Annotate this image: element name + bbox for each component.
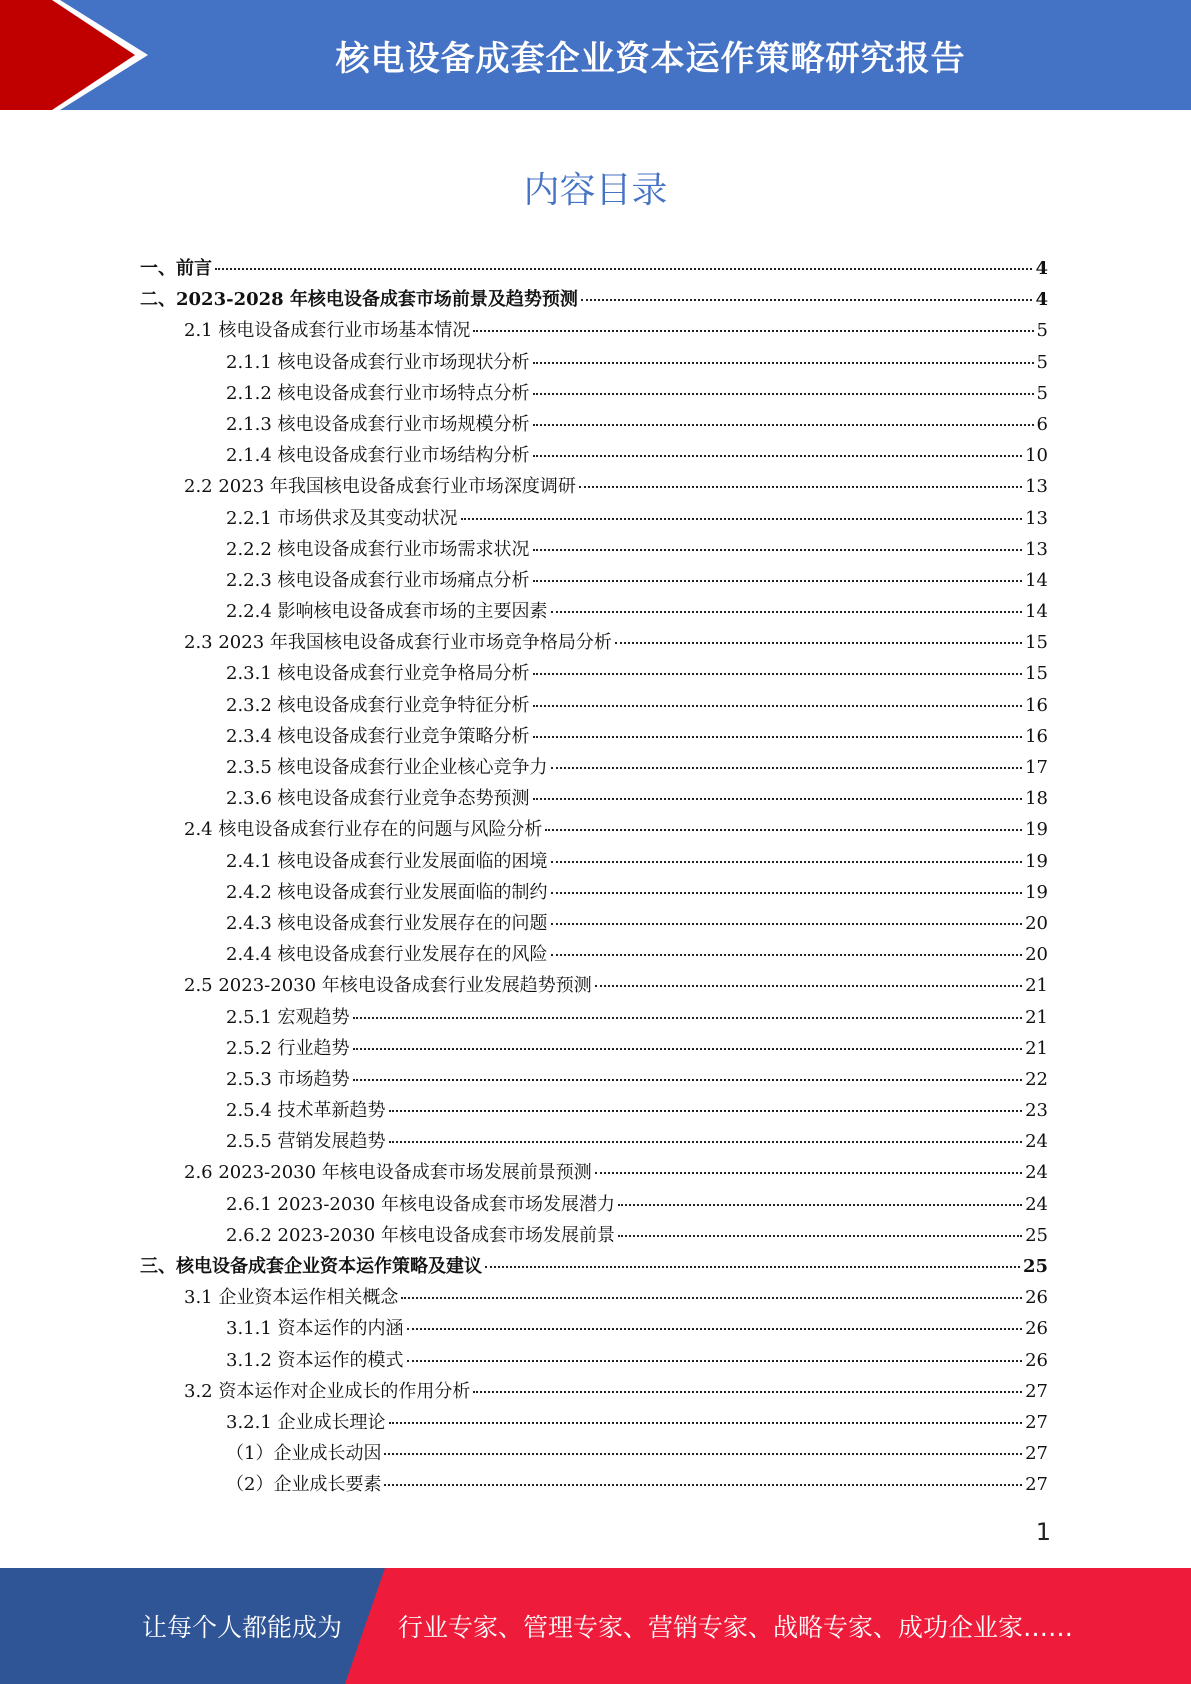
toc-entry[interactable]	[140, 691, 1048, 722]
toc-entry-label: 2.3.2 核电设备成套行业竞争特征分析	[226, 694, 530, 716]
toc-entry-page: 27	[1025, 1411, 1048, 1433]
toc-entry-page: 21	[1025, 975, 1048, 997]
toc-entry-label: 2.2 2023 年我国核电设备成套行业市场深度调研	[184, 476, 576, 498]
toc-dot-leader	[384, 1453, 1022, 1455]
toc-dot-leader	[407, 1328, 1023, 1330]
toc-entry[interactable]	[140, 909, 1048, 940]
toc-dot-leader	[533, 736, 1023, 738]
toc-entry-page: 5	[1036, 320, 1048, 342]
toc-entry[interactable]	[140, 379, 1048, 410]
toc-entry-page: 19	[1025, 850, 1048, 872]
toc-dot-leader	[353, 1048, 1023, 1050]
toc-entry-page: 21	[1025, 1006, 1048, 1028]
toc-entry-page: 21	[1025, 1037, 1048, 1059]
toc-entry-label: 2.6.1 2023-2030 年核电设备成套市场发展潜力	[226, 1193, 615, 1215]
toc-entry-label: 2.1.3 核电设备成套行业市场规模分析	[226, 413, 530, 435]
toc-entry-page: 25	[1025, 1224, 1048, 1246]
toc-dot-leader	[401, 1297, 1022, 1299]
toc-dot-leader	[551, 892, 1023, 894]
toc-entry[interactable]	[140, 971, 1048, 1002]
toc-entry[interactable]	[140, 597, 1048, 628]
toc-entry-label: 三、核电设备成套企业资本运作策略及建议	[140, 1256, 482, 1277]
toc-entry-page: 25	[1022, 1256, 1048, 1277]
toc-entry-label: 2.3.4 核电设备成套行业竞争策略分析	[226, 725, 530, 747]
toc-entry-page: 17	[1025, 757, 1048, 778]
toc-entry[interactable]	[140, 316, 1048, 347]
toc-entry[interactable]	[140, 1377, 1048, 1408]
toc-dot-leader	[353, 1017, 1023, 1019]
toc-entry[interactable]	[140, 659, 1048, 690]
toc-entry-label: 3.2.1 企业成长理论	[226, 1411, 386, 1433]
toc-entry-label: 2.1.4 核电设备成套行业市场结构分析	[226, 445, 530, 467]
toc-entry[interactable]	[140, 348, 1048, 379]
toc-entry-page: 13	[1025, 507, 1048, 529]
toc-entry-page: 27	[1025, 1380, 1048, 1402]
toc-entry-page: 4	[1035, 258, 1048, 279]
toc-entry[interactable]	[140, 878, 1048, 909]
toc-dot-leader	[579, 486, 1022, 488]
toc-entry-page: 14	[1025, 601, 1048, 623]
toc-entry[interactable]	[140, 441, 1048, 472]
toc-dot-leader	[581, 299, 1033, 301]
toc-dot-leader	[485, 1266, 1020, 1268]
toc-entry-label: 2.4.3 核电设备成套行业发展存在的问题	[226, 912, 548, 934]
toc-dot-leader	[533, 798, 1023, 800]
toc-entry[interactable]	[140, 1127, 1048, 1158]
toc-dot-leader	[389, 1422, 1023, 1424]
toc-entry[interactable]	[140, 535, 1048, 566]
toc-entry-label: 2.5.5 营销发展趋势	[226, 1131, 386, 1153]
toc-entry-page: 27	[1025, 1443, 1048, 1465]
toc-entry[interactable]	[140, 410, 1048, 441]
toc-entry[interactable]	[140, 1034, 1048, 1065]
toc-entry[interactable]	[140, 1221, 1048, 1252]
toc-entry-page: 13	[1025, 538, 1048, 560]
toc-entry-page: 19	[1025, 819, 1048, 841]
toc-entry-page: 19	[1025, 881, 1048, 903]
toc-entry-label: 2.6 2023-2030 年核电设备成套市场发展前景预测	[184, 1162, 592, 1184]
toc-entry-page: 24	[1025, 1162, 1048, 1184]
toc-entry-page: 16	[1025, 694, 1048, 716]
toc-dot-leader	[353, 1079, 1023, 1081]
toc-dot-leader	[551, 923, 1023, 925]
toc-entry[interactable]	[140, 753, 1048, 784]
toc-dot-leader	[407, 1360, 1023, 1362]
toc-entry-page: 20	[1025, 912, 1048, 934]
toc-entry[interactable]	[140, 254, 1048, 285]
toc-entry-label: 2.2.2 核电设备成套行业市场需求状况	[226, 538, 530, 560]
toc-entry-label: 2.1 核电设备成套行业市场基本情况	[184, 320, 471, 342]
toc-entry[interactable]	[140, 1003, 1048, 1034]
toc-dot-leader	[595, 1172, 1022, 1174]
toc-entry[interactable]	[140, 1346, 1048, 1377]
toc-entry-label: 2.6.2 2023-2030 年核电设备成套市场发展前景	[226, 1224, 615, 1246]
toc-entry[interactable]	[140, 1470, 1048, 1501]
footer-slogan-left: 让每个人都能成为	[142, 1613, 343, 1642]
toc-entry[interactable]	[140, 1314, 1048, 1345]
toc-entry-page: 14	[1025, 569, 1048, 591]
toc-entry-label: 二、2023-2028 年核电设备成套市场前景及趋势预测	[140, 289, 578, 311]
toc-entry[interactable]	[140, 472, 1048, 503]
footer-slogan-right: 行业专家、管理专家、营销专家、战略专家、成功企业家……	[398, 1613, 1074, 1642]
toc-entry[interactable]	[140, 1158, 1048, 1189]
toc-entry-label: 2.2.4 影响核电设备成套市场的主要因素	[226, 601, 548, 623]
toc-entry[interactable]	[140, 847, 1048, 878]
toc-entry[interactable]	[140, 1408, 1048, 1439]
toc-entry-page: 22	[1025, 1068, 1048, 1090]
toc-dot-leader	[215, 268, 1032, 270]
toc-dot-leader	[533, 393, 1034, 395]
toc-entry-label: 2.3.6 核电设备成套行业竞争态势预测	[226, 788, 530, 810]
toc-dot-leader	[533, 424, 1034, 426]
toc-entry[interactable]	[140, 1065, 1048, 1096]
toc-entry-page: 20	[1025, 944, 1048, 966]
toc-entry[interactable]	[140, 815, 1048, 846]
toc-entry-label: 2.4 核电设备成套行业存在的问题与风险分析	[184, 819, 543, 841]
toc-dot-leader	[384, 1484, 1022, 1486]
toc-entry-label: 2.3.5 核电设备成套行业企业核心竞争力	[226, 757, 548, 778]
toc-entry-page: 15	[1025, 663, 1048, 685]
toc-entry-label: 2.2.3 核电设备成套行业市场痛点分析	[226, 569, 530, 591]
toc-dot-leader	[461, 518, 1023, 520]
toc-entry-page: 5	[1036, 382, 1048, 404]
toc-entry-page: 24	[1025, 1193, 1048, 1215]
toc-entry[interactable]	[140, 722, 1048, 753]
toc-entry[interactable]	[140, 1283, 1048, 1314]
toc-dot-leader	[533, 549, 1023, 551]
toc-dot-leader	[595, 985, 1022, 987]
toc-entry-label: 2.2.1 市场供求及其变动状况	[226, 507, 458, 529]
toc-entry-page: 27	[1025, 1474, 1048, 1496]
toc-dot-leader	[545, 829, 1022, 831]
toc-entry-page: 26	[1025, 1318, 1048, 1340]
toc-entry[interactable]	[140, 285, 1048, 316]
report-footer	[0, 1568, 1191, 1684]
toc-entry-page: 16	[1025, 725, 1048, 747]
toc-entry-label: （2）企业成长要素	[226, 1474, 382, 1496]
toc-entry-page: 26	[1025, 1349, 1048, 1371]
toc-dot-leader	[618, 1204, 1022, 1206]
toc-entry-label: 2.3.1 核电设备成套行业竞争格局分析	[226, 663, 530, 685]
toc-entry-page: 18	[1025, 788, 1048, 810]
toc-dot-leader	[533, 362, 1034, 364]
toc-dot-leader	[551, 611, 1023, 613]
toc-dot-leader	[473, 1391, 1022, 1393]
toc-entry-label: 2.5 2023-2030 年核电设备成套行业发展趋势预测	[184, 975, 592, 997]
toc-entry[interactable]	[140, 940, 1048, 971]
toc-dot-leader	[618, 1235, 1022, 1237]
toc-entry-label: 一、前言	[140, 258, 212, 279]
toc-dot-leader	[533, 455, 1023, 457]
toc-entry[interactable]	[140, 784, 1048, 815]
toc-entry[interactable]	[140, 566, 1048, 597]
toc-entry-page: 6	[1036, 413, 1048, 435]
toc-entry-label: 2.3 2023 年我国核电设备成套行业市场竞争格局分析	[184, 632, 612, 654]
toc-entry-label: 2.5.4 技术革新趋势	[226, 1100, 386, 1122]
toc-entry-page: 24	[1025, 1131, 1048, 1153]
toc-entry[interactable]	[140, 1096, 1048, 1127]
report-header	[0, 0, 1191, 110]
page-number: 1	[1035, 1518, 1051, 1546]
toc-entry[interactable]	[140, 504, 1048, 535]
toc-entry[interactable]	[140, 1252, 1048, 1283]
toc-entry[interactable]	[140, 628, 1048, 659]
toc-dot-leader	[615, 642, 1022, 644]
toc-dot-leader	[389, 1110, 1023, 1112]
toc-entry[interactable]	[140, 1190, 1048, 1221]
toc-entry-label: 2.1.2 核电设备成套行业市场特点分析	[226, 382, 530, 404]
toc-entry-label: 3.1.2 资本运作的模式	[226, 1349, 404, 1371]
toc-dot-leader	[533, 580, 1023, 582]
toc-entry-page: 5	[1036, 351, 1048, 373]
toc-entry-label: 3.1 企业资本运作相关概念	[184, 1287, 399, 1309]
report-title: 核电设备成套企业资本运作策略研究报告	[335, 38, 966, 79]
toc-entry-label: 2.1.1 核电设备成套行业市场现状分析	[226, 351, 530, 373]
toc-entry-label: 3.1.1 资本运作的内涵	[226, 1318, 404, 1340]
toc-entry-page: 15	[1025, 632, 1048, 654]
toc-entry-page: 10	[1025, 445, 1048, 467]
toc-entry[interactable]	[140, 1439, 1048, 1470]
toc-entry-label: 2.5.1 宏观趋势	[226, 1006, 350, 1028]
toc-dot-leader	[551, 861, 1023, 863]
toc-dot-leader	[389, 1141, 1023, 1143]
toc-dot-leader	[551, 954, 1023, 956]
toc-entry-label: 2.5.3 市场趋势	[226, 1068, 350, 1090]
toc-dot-leader	[473, 330, 1033, 332]
toc-entry-page: 4	[1035, 289, 1048, 311]
toc-entry-label: 2.5.2 行业趋势	[226, 1037, 350, 1059]
toc-dot-leader	[533, 705, 1023, 707]
toc-dot-leader	[533, 673, 1023, 675]
toc-entry-page: 23	[1025, 1100, 1048, 1122]
toc-entry-label: （1）企业成长动因	[226, 1443, 382, 1465]
toc-dot-leader	[551, 767, 1023, 769]
toc-entry-label: 3.2 资本运作对企业成长的作用分析	[184, 1380, 471, 1402]
toc-entry-label: 2.4.2 核电设备成套行业发展面临的制约	[226, 881, 548, 903]
toc-entry-label: 2.4.1 核电设备成套行业发展面临的困境	[226, 850, 548, 872]
toc-entry-page: 26	[1025, 1287, 1048, 1309]
toc-entry-label: 2.4.4 核电设备成套行业发展存在的风险	[226, 944, 548, 966]
toc-heading: 内容目录	[523, 170, 668, 211]
toc-entry-page: 13	[1025, 476, 1048, 498]
table-of-contents	[140, 254, 1048, 1502]
